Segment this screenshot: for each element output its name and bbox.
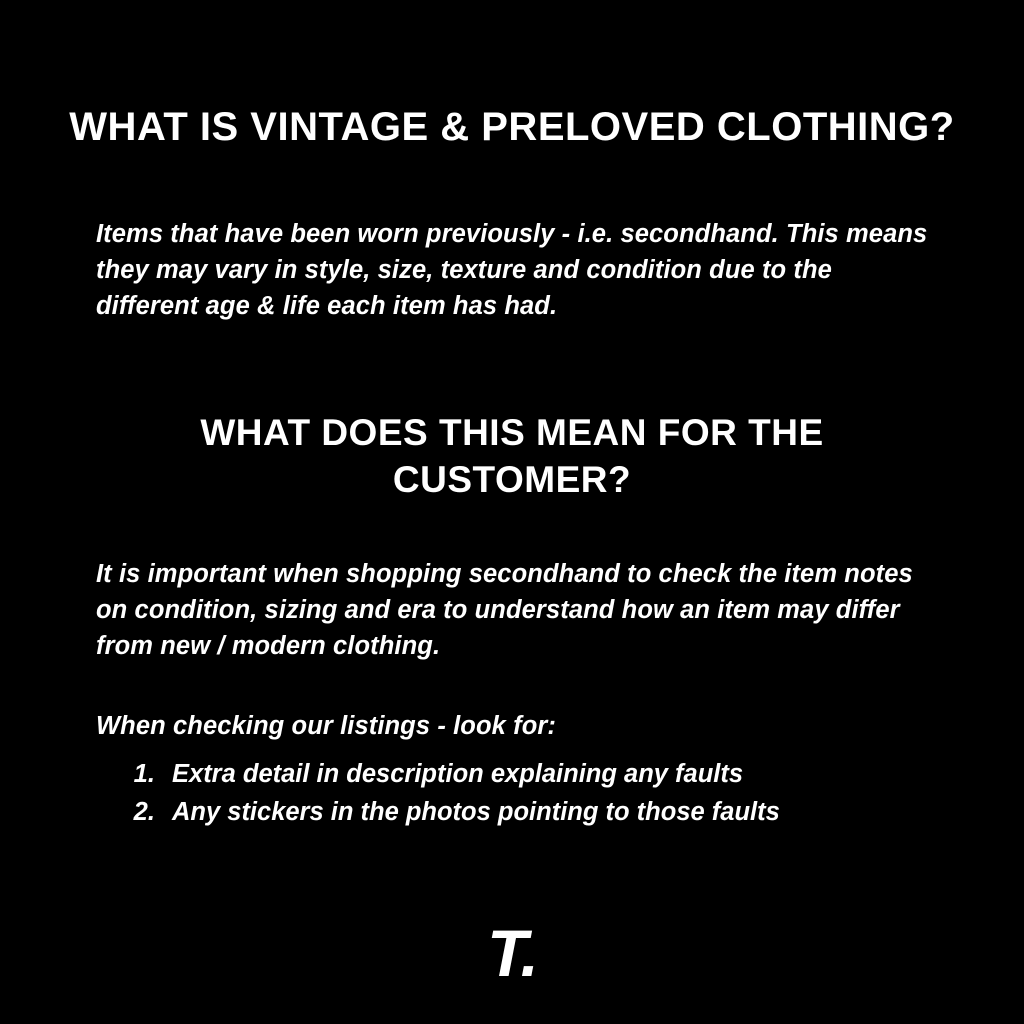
listings-prompt-paragraph: When checking our listings - look for:	[96, 711, 556, 740]
list-item: 1. Extra detail in description explaining any faults	[162, 755, 928, 793]
section-heading-customer: WHAT DOES THIS MEAN FOR THE CUSTOMER?	[200, 411, 824, 501]
brand-logo: T.	[487, 916, 537, 990]
list-item: 2. Any stickers in the photos pointing to those faults	[162, 793, 928, 831]
customer-guidance-paragraph: It is important when shopping secondhand to check the item notes on condition, sizing and era to understand how an item may differ from new / modern clothing.	[96, 559, 913, 660]
checklist	[120, 755, 928, 832]
page-title: WHAT IS VINTAGE & PRELOVED CLOTHING?	[69, 104, 955, 149]
definition-paragraph: Items that have been worn previously - i.e. secondhand. This means they may vary in style, size, texture and condition due to the different age & life each item has had.	[96, 219, 928, 320]
